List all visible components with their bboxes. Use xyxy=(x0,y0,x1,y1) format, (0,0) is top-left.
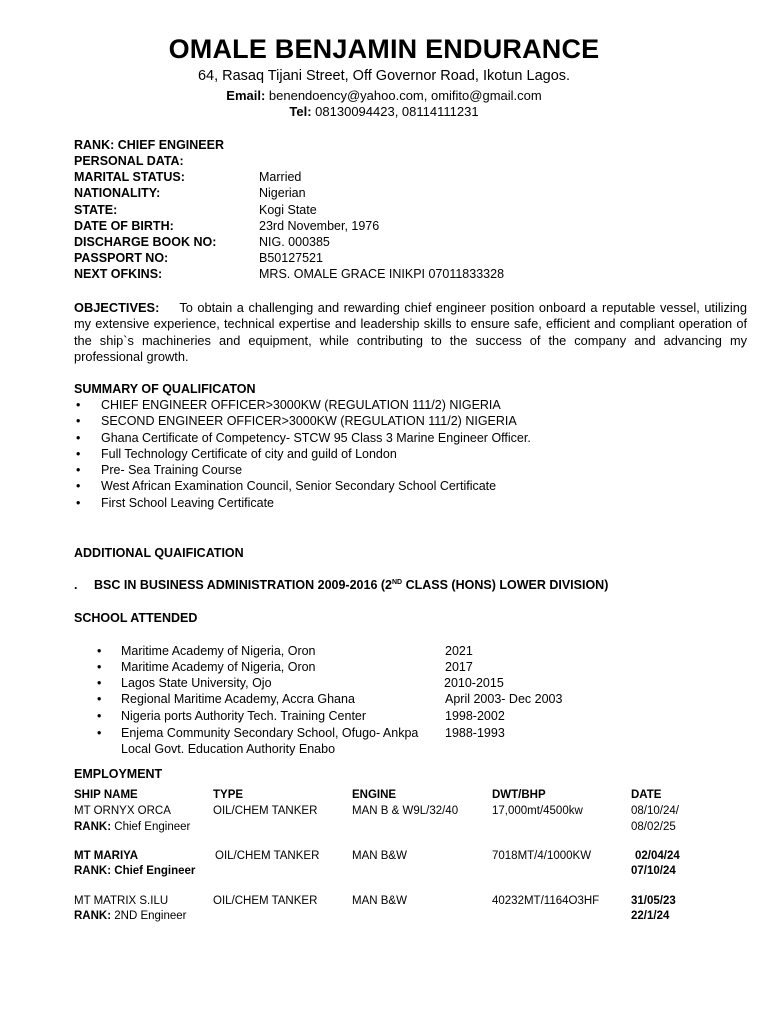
resume-page: OMALE BENJAMIN ENDURANCE 64, Rasaq Tijani Street, Off Governor Road, Ikotun Lagos. Email: benendoency@yahoo.com, omifito@gmail.com Tel: 08130094423, 08114111231 RANK: CHIEF ENGINEER PERSONAL DATA: MARITAL STATUS: Married NATIONALITY: Nigerian STATE: Kogi State DATE OF BIRTH: 23rd November, 1976 DISCHARGE BOOK NO: NIG. 000385 PASSPORT NO: B50127521 NEXT OFKINS: MRS. OMALE GRACE INIKPI 07011833328 OBJECTIVES: To obtain a challenging and rewarding chief engineer position onboard a reputable vessel, utilizing my extensive experience, technical expertise and leadership skills to ensure safe, efficient and compliant operation of the ship`s machineries and equipment, while contributing to the success of the company and advancing my professional growth. SUMMARY OF QUALIFICATON • CHIEF ENGINEER OFFICER>3000KW (REGULATION 111/2) NIGERIA • SECOND ENGINEER OFFICER>3000KW (REGULATION 111/2) NIGERIA • Ghana Certificate of Competency- STCW 95 Class 3 Marine Engineer Officer. • Full Technology Certificate of city and guild of London • Pre- Sea Training Course • West African Examination Council, Senior Secondary School Certificate • First School Leaving Certificate ADDITIONAL QUAIFICATION . BSC IN BUSINESS ADMINISTRATION 2009-2016 (2ND CLASS (HONS) LOWER DIVISION) SCHOOL ATTENDED • Maritime Academy of Nigeria, Oron 2021 • Maritime Academy of Nigeria, Oron 2017 • Lagos State University, Ojo 2010-2015 • Regional Maritime Academy, Accra Ghana April 2003- Dec 2003 • Nigeria ports Authority Tech. Training Center 1998-2002 • Enjema Community Secondary School, Ofugo- Ankpa 1988-1993 Local Govt. Education Authority Enabo EMPLOYMENT SHIP NAME TYPE ENGINE DWT/BHP DATE MT ORNYX ORCA OIL/CHEM TANKER MAN B & W9L/32/40 17,000mt/4500kw 08/10/24/ RANK: Chief Engineer 08/02/25 MT MARIYA OIL/CHEM TANKER MAN B&W 7018MT/4/1000KW 02/04/24 RANK: Chief Engineer 07/10/24 MT MATRIX S.ILU OIL/CHEM TANKER MAN B&W 40232MT/1164O3HF 31/05/23 RANK: 2ND Engineer 22/1/24 xyxy=(0,0,768,1024)
marital-status-label: MARITAL STATUS: xyxy=(74,170,185,184)
state-value: Kogi State xyxy=(259,203,317,217)
col-header-engine: ENGINE xyxy=(352,789,397,801)
tel-label: Tel: xyxy=(289,104,312,119)
tel-value: 08130094423, 08114111231 xyxy=(311,104,479,119)
list-item: • SECOND ENGINEER OFFICER>3000KW (REGULATION 111/2) NIGERIA xyxy=(76,414,517,429)
table-cell-date: 02/04/24 xyxy=(635,850,680,862)
table-cell-dwt: 40232MT/1164O3HF xyxy=(492,895,600,907)
table-cell-type: OIL/CHEM TANKER xyxy=(213,895,318,907)
col-header-dwt: DWT/BHP xyxy=(492,789,546,801)
passport-label: PASSPORT NO: xyxy=(74,251,169,265)
col-header-date: DATE xyxy=(631,789,662,801)
table-cell-engine: MAN B&W xyxy=(352,850,407,862)
bullet-icon: • xyxy=(76,446,81,461)
personal-data-heading: PERSONAL DATA: xyxy=(74,154,184,168)
col-header-type: TYPE xyxy=(213,789,244,801)
passport-value: B50127521 xyxy=(259,251,323,265)
table-cell-date: 08/02/25 xyxy=(631,821,676,833)
objectives-label: OBJECTIVES: xyxy=(74,300,160,315)
tel-line xyxy=(0,104,768,119)
table-cell-dwt: 17,000mt/4500kw xyxy=(492,805,583,817)
bullet-icon: • xyxy=(97,726,102,740)
discharge-book-label: DISCHARGE BOOK NO: xyxy=(74,235,217,249)
additional-qualification-item: . BSC IN BUSINESS ADMINISTRATION 2009-2016 (2ND CLASS (HONS) LOWER DIVISION) xyxy=(74,578,609,592)
list-item: • Pre- Sea Training Course xyxy=(76,463,243,478)
rank-heading: RANK: CHIEF ENGINEER xyxy=(74,138,225,152)
bullet-icon: • xyxy=(76,430,81,445)
bullet-icon: • xyxy=(76,463,81,478)
table-cell-type: OIL/CHEM TANKER xyxy=(215,850,320,862)
table-cell-dwt: 7018MT/4/1000KW xyxy=(492,850,592,862)
table-cell-ship: MT MARIYA xyxy=(74,850,139,862)
table-cell-date: 31/05/23 xyxy=(631,895,676,907)
bullet-icon: • xyxy=(97,692,102,706)
list-item: • Ghana Certificate of Competency- STCW 95 Class 3 Marine Engineer Officer. xyxy=(76,430,531,445)
bullet-icon: • xyxy=(97,709,102,723)
table-cell-date: 07/10/24 xyxy=(631,865,676,877)
table-cell-date: 22/1/24 xyxy=(631,910,670,922)
qualifications-list xyxy=(74,398,531,512)
email-label: Email: xyxy=(226,88,266,103)
table-cell-type: OIL/CHEM TANKER xyxy=(213,805,318,817)
objectives-paragraph xyxy=(74,300,747,366)
table-cell-date: 08/10/24/ xyxy=(631,805,679,817)
email-value: benendoency@yahoo.com, omifito@gmail.com xyxy=(265,88,542,103)
dob-label: DATE OF BIRTH: xyxy=(74,219,174,233)
bullet-icon: • xyxy=(76,398,81,412)
employment-heading: EMPLOYMENT xyxy=(74,767,163,781)
nationality-label: NATIONALITY: xyxy=(74,186,161,200)
col-header-ship: SHIP NAME xyxy=(74,789,138,801)
list-item: • First School Leaving Certificate xyxy=(76,495,274,510)
state-label: STATE: xyxy=(74,203,118,217)
qualifications-heading: SUMMARY OF QUALIFICATON xyxy=(74,382,256,396)
discharge-book-value: NIG. 000385 xyxy=(259,235,330,249)
list-item: • CHIEF ENGINEER OFFICER>3000KW (REGULATION 111/2) NIGERIA xyxy=(76,398,501,412)
email-line xyxy=(0,88,768,103)
bullet-icon: • xyxy=(76,479,81,494)
candidate-name: OMALE BENJAMIN ENDURANCE xyxy=(168,34,600,64)
next-of-kin-value: MRS. OMALE GRACE INIKPI 07011833328 xyxy=(259,267,505,281)
table-cell-engine: MAN B&W xyxy=(352,895,407,907)
table-cell-rank: RANK: 2ND Engineer xyxy=(74,910,187,922)
bullet-icon: • xyxy=(76,495,81,510)
bullet-icon: • xyxy=(97,676,102,690)
schools-heading: SCHOOL ATTENDED xyxy=(74,611,198,625)
list-item: • Full Technology Certificate of city and guild of London xyxy=(76,446,397,461)
table-cell-rank: RANK: Chief Engineer xyxy=(74,865,196,877)
list-item: • West African Examination Council, Senior Secondary School Certificate xyxy=(76,479,497,494)
nationality-value: Nigerian xyxy=(259,186,306,200)
table-cell-ship: MT MATRIX S.ILU xyxy=(74,895,169,907)
address-line: 64, Rasaq Tijani Street, Off Governor Road, Ikotun Lagos. xyxy=(197,68,571,84)
marital-status-value: Married xyxy=(259,170,302,184)
table-cell-rank: RANK: Chief Engineer xyxy=(74,821,191,833)
bullet-icon: • xyxy=(76,414,81,429)
table-cell-engine: MAN B & W9L/32/40 xyxy=(352,805,459,817)
additional-qualification-heading: ADDITIONAL QUAIFICATION xyxy=(74,546,244,560)
item-marker: . xyxy=(74,578,78,592)
bullet-icon: • xyxy=(97,660,102,674)
objectives-text: To obtain a challenging and rewarding chief engineer position onboard a reputable vessel, utilizing my extensive experience, technical expertise and leadership skills to ensure safe, efficient and compliant operation of the ship`s machineries and equipment, while contributing to the success of the company and advancing my professional growth. xyxy=(74,300,747,365)
dob-value: 23rd November, 1976 xyxy=(259,219,380,233)
bullet-icon: • xyxy=(97,644,102,658)
table-cell-ship: MT ORNYX ORCA xyxy=(74,805,171,817)
next-of-kin-label: NEXT OFKINS: xyxy=(74,267,163,281)
